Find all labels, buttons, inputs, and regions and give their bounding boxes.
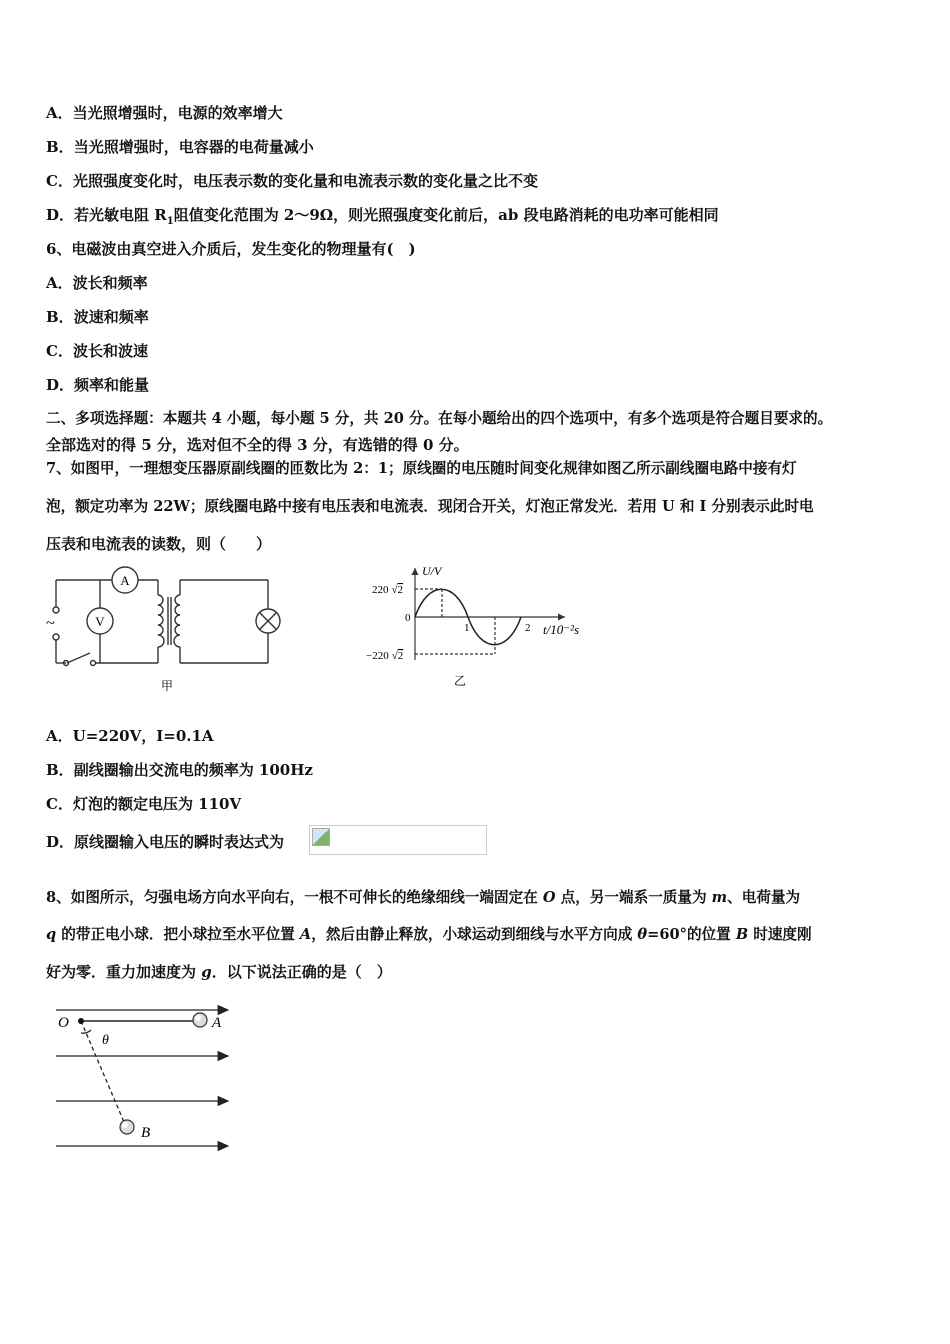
q8-stem-line3 [46,962,392,982]
q5-option-a [46,103,283,123]
option-text: 波长和频率 [72,274,148,292]
q5-option-c [46,171,538,191]
text: 点，另一端系一质量为 [555,889,712,906]
figure-caption-jia: 甲 [160,679,174,693]
var-q: q [46,926,57,943]
sqrt-sign: √ [391,584,398,596]
ball-highlight [122,1122,128,1128]
q8-figure [50,1000,240,1160]
ball-highlight [195,1015,201,1021]
option-label: D． [46,833,75,851]
text: 好为零．重力加速度为 [46,963,202,981]
x-tick-1: 1 [464,622,470,634]
option-label: D． [46,206,75,224]
option-label: B． [46,308,74,326]
option-label: A． [46,274,73,292]
q7-stem-line3: 压表和电流表的读数，则（ ） [46,535,272,553]
figure-caption-yi: 乙 [453,674,467,688]
q7-option-c [46,794,241,814]
q5-option-d [46,205,719,232]
q7-figure-yi [360,560,600,690]
y-tick-value: 220 [372,584,389,596]
q7-stem-line2: 泡，额定功率为 22W；原线圈电路中接有电压表和电流表．现闭合开关，灯泡正常发光．若用 U 和 I 分别表示此时电 [46,498,814,515]
angle-arc [81,1030,91,1033]
var-theta: θ [637,926,648,943]
y-tick-value: −220 [366,650,389,662]
option-label: C． [46,342,73,360]
label-theta: θ [102,1033,109,1048]
option-text: 当光照增强时，电容器的电荷量减小 [73,138,314,156]
text: 、电荷量为 [727,889,801,906]
option-text: 原线圈输入电压的瞬时表达式为 [74,833,285,851]
q7-figure-jia [40,565,290,695]
option-label: B． [46,138,74,156]
option-text: 副线圈输出交流电的频率为 100Hz [73,761,313,779]
ammeter-label: A [120,573,130,588]
q7-option-a [46,726,214,746]
q5-option-b [46,137,314,157]
var-O: O [542,889,556,906]
y-tick-positive [372,584,403,596]
option-text: 波长和波速 [72,342,148,360]
sqrt-sign: √ [391,650,398,662]
q8-stem-line2 [46,925,812,945]
origin-label: 0 [405,612,411,624]
section2-heading-line1: 二、多项选择题：本题共 4 小题，每小题 5 分，共 20 分。在每小题给出的四个选项中，有多个选项是符合题目要求的。 [46,410,833,427]
q8-stem-line1 [46,888,800,908]
q7-option-d [46,832,284,852]
q6-option-d [46,375,149,395]
q7-option-b [46,760,313,780]
text: 的带正电小球．把小球拉至水平位置 [56,926,300,943]
x-tick-2: 2 [525,622,531,634]
option-label: A． [46,104,73,122]
label-o: O [58,1015,69,1031]
var-m: m [711,889,728,906]
subscript: 1 [166,216,174,227]
option-text: 灯泡的额定电压为 110V [72,795,242,813]
y-axis-label: U/V [422,564,442,578]
broken-image-icon [312,828,330,846]
var-g: g [201,963,212,981]
q6-stem: 6、电磁波由真空进入介质后，发生变化的物理量有( ) [46,240,416,258]
option-label: C． [46,795,73,813]
x-axis-label: t/10⁻²s [543,622,580,637]
voltmeter-label: V [95,614,105,629]
sqrt-radicand: 2 [397,650,404,662]
option-text: 频率和能量 [74,376,150,394]
q6-option-a [46,273,148,293]
option-label: B． [46,761,74,779]
var-A: A [299,926,312,943]
option-text: 光照强度变化时，电压表示数的变化量和电流表示数的变化量之比不变 [72,172,538,190]
q6-option-c [46,341,148,361]
y-tick-negative [366,650,403,662]
q6-option-b [46,307,149,327]
text: ，然后由静止释放，小球运动到细线与水平方向成 [311,926,638,943]
text: ．以下说法正确的是（ ） [211,963,392,981]
option-text: 波速和频率 [73,308,149,326]
option-text: 当光照增强时，电源的效率增大 [72,104,283,122]
option-text: 若光敏电阻 R [74,206,167,224]
q7-stem-line1: 7、如图甲，一理想变压器原副线圈的匝数比为 2：1；原线圈的电压随时间变化规律如图乙所示副线圈电路中接有灯 [46,460,797,477]
option-text: U=220V，I=0.1A [72,727,214,745]
option-label: C． [46,172,73,190]
label-b: B [141,1125,151,1141]
text: 8、如图所示，匀强电场方向水平向右，一根不可伸长的绝缘细线一端固定在 [46,889,543,906]
broken-formula-image [309,825,487,855]
option-text: 阻值变化范围为 2～9Ω，则光照强度变化前后，ab 段电路消耗的电功率可能相同 [173,206,719,224]
section2-heading-line2: 全部选对的得 5 分，选对但不全的得 3 分，有选错的得 0 分。 [46,436,469,454]
option-label: D． [46,376,75,394]
option-label: A． [46,727,73,745]
label-a: A [212,1015,222,1031]
ac-source-symbol: ~ [46,615,55,632]
pivot-point [78,1018,84,1024]
var-B: B [735,926,749,943]
text: =60°的位置 [647,926,736,943]
text: 时速度刚 [748,926,812,943]
sqrt-radicand: 2 [397,584,404,596]
